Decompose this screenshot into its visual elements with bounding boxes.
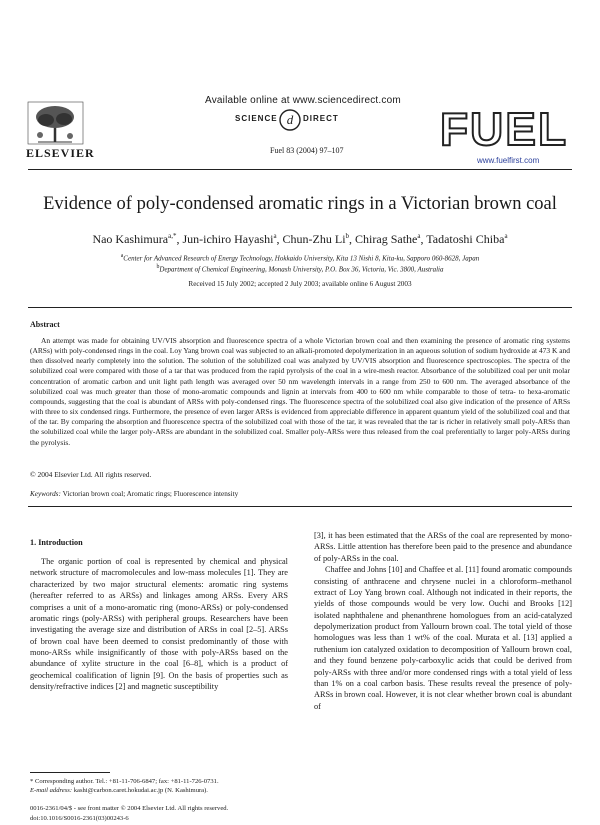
- author-sup: a: [417, 232, 421, 240]
- journal-url[interactable]: www.fuelfirst.com: [477, 156, 540, 165]
- footnote-email-label: E-mail address:: [30, 787, 73, 794]
- article-title: Evidence of poly-condensed aromatic rings in a Victorian brown coal: [43, 194, 557, 214]
- elsevier-tree-logo: [28, 102, 83, 144]
- author-name: Chirag Sathe: [355, 232, 418, 246]
- doi-line[interactable]: doi:10.1016/S0016-2361(03)00243-6: [30, 814, 129, 822]
- author-sup: b: [345, 232, 350, 240]
- header-divider: [28, 169, 572, 170]
- abstract-bottom-divider: [28, 506, 572, 507]
- footnote: [30, 777, 219, 795]
- intro-column-right: [314, 530, 572, 712]
- author-name: Jun-ichiro Hayashi: [182, 232, 274, 246]
- author-sup: a,*: [168, 232, 177, 240]
- author-sup: a: [273, 232, 277, 240]
- sciencedirect-logo-right: DIRECT: [303, 114, 339, 123]
- keywords: [30, 490, 238, 498]
- bottom-info: [30, 804, 228, 823]
- intro-paragraph: [3], it has been estimated that the ARSs of the coal are represented by mono-ARSs. Little attention has therefore been paid to the presence and abundance of poly-ARSs in the coal.: [314, 531, 572, 563]
- affiliation: $^a$Center for Advanced Research of Energy Technology, Hokkaido University, Kita 13 Nishi 8, Kita-ku, Sapporo 060-8628, Japan: [120, 253, 480, 263]
- fuel-journal-logo: [439, 102, 569, 155]
- svg-text:d: d: [286, 112, 294, 127]
- author-name: Nao Kashimura: [92, 232, 169, 246]
- footnote-email[interactable]: kashi@carbon.caret.hokudai.ac.jp (N. Kashimura).: [73, 787, 208, 794]
- author-list: Nao Kashimura$^{a,*}$, Jun-ichiro Hayashi$^a$, Chun-Zhu Li$^b$, Chirag Sathe$^a$, Tadatoshi Chiba$^a$: [92, 232, 508, 246]
- keywords-text: Victorian brown coal; Aromatic rings; Fluorescence intensity: [62, 490, 239, 498]
- abstract-heading: Abstract: [30, 320, 60, 329]
- author-sup: a: [504, 232, 508, 240]
- section-heading: 1. Introduction: [30, 538, 83, 547]
- fuel-logo-text: FUEL: [439, 103, 569, 155]
- intro-column-left: The organic portion of coal is represented by chemical and physical network structure of macromolecules and low-mass molecules [1]. They are characterized by two major structural elements: aromatic ring systems (hereafter referred to as ARSs) and linkages among ARSs. Every ARS comprises a unit of a mono-aromatic ring (mono-ARSs) or poly-condensed aromatic rings (poly-ARSs) with peripheral groups. Researchers have been investigating the average size and distribution of ARSs in coal [2–5]. ARSs of brown coal have been deemed to consist predominantly of those with mono-ARSs while insignificantly of those with poly-ARSs based on the abundance of xylite structure in the coal [6–8], which is a product of geochemical coalification of lignin [9]. On the basis of properties such as density/refractive indices [2] and magnetic susceptibility: [30, 557, 288, 692]
- author-name: Chun-Zhu Li: [282, 232, 346, 246]
- abstract-body: An attempt was made for obtaining UV/VIS absorption and fluorescence spectra of a whole Victorian brown coal and then examining the presence of aromatic ring systems (ARSs) with poly-condensed rings in the coal. Loy Yang brown coal was subjected to an alkali-promoted depolymerization in an aqueous solution of sodium hydroxide at 473 K and then dissolved nearly completely into the solution. The solution of the solubilized coal was analyzed by UV/VIS absorption and fluorescence spectroscopies. The spectra of the solubilized coal were compared with those of a tar that was produced from the rapid pyrolysis of the coal in a wire-mesh reactor. Absorbance of the solubilized coal per unit molar concentration of aromatic carbon and unit light path length was averaged over 50 nm wavelength intervals in a range from 250 to 600 nm. The averaged absorbance of the solubilized coal was much greater than those of mono-aromatic compounds and lignin at intervals from 400 to 600 nm while comparable to those of tetra- to hexa-aromatic compounds, suggesting that the coal is abundant of ARSs with poly-condensed rings. The fluorescence spectra of the solubilized coal also give indication of the presence of ARSs with three to six condensed rings. Furthermore, the presence of even larger ARSs is evidenced from appreciable difference in apparent quantum yield of the solubilized coal and that of the tar. By comparing the absorption and fluorescence spectra of the solubilized coal with those of the tar, it was revealed that the tar is richer in relatively small poly-ARSs than the solubilized coal while the larger poly-ARSs are abundant in the solubilized coal. Smaller poly-ARSs were thus released from the coal preferentially to larger poly-ARSs during the pyrolysis.: [30, 336, 570, 447]
- footnote-marker: *: [30, 778, 34, 785]
- journal-reference: Fuel 83 (2004) 97–107: [270, 146, 344, 155]
- author-name: Tadatoshi Chiba: [426, 232, 505, 246]
- intro-paragraph: Chaffee and Johns [10] and Chaffee et al. [11] found aromatic compounds consisting of anthracene and chrysene nuclei in a chloroform–methanol extract of Loy Yang brown coal. Although not indicated in their reports, the yields of those compounds would be very low. Ouchi and Brooks [12] isolated naphthalene and phenanthrene homologues from an acid-catalyzed depolymerization product from Yallourn brown coal. The total yield of those homologues was less than 1 wt% of the coal. Murata et al. [13] applied a ruthenium ion catalyzed oxidation to decomposition of Yallourn brown coal, and they found benzene poly-carboxylic acids that could be derived from poly-ARSs with three and/or more condensed rings with a total yield of less than 1% on a coal carbon basis. These results reveal the presence of poly-ARSs in brown coal. However, it is not clear whether brown coal is abundant of: [314, 565, 572, 711]
- footnote-corresponding: Corresponding author. Tel.: +81-11-706-6847; fax: +81-11-726-0731.: [34, 778, 219, 785]
- available-online-line: Available online at www.sciencedirect.com: [205, 95, 401, 106]
- footnote-divider: [30, 772, 110, 773]
- abstract-copyright: © 2004 Elsevier Ltd. All rights reserved.: [30, 470, 152, 479]
- sciencedirect-logo-left: SCIENCE: [235, 114, 278, 123]
- issn-line: 0016-2361/04/$ - see front matter © 2004 Elsevier Ltd. All rights reserved.: [30, 805, 229, 812]
- article-dates: Received 15 July 2002; accepted 2 July 2003; available online 6 August 2003: [188, 280, 412, 288]
- abstract-top-divider: [28, 307, 572, 308]
- publisher-name: ELSEVIER: [26, 146, 95, 160]
- sciencedirect-logo[interactable]: [235, 107, 360, 137]
- sciencedirect-at-icon: [279, 107, 301, 133]
- keywords-label: Keywords:: [30, 490, 61, 498]
- affiliation: $^b$Department of Chemical Engineering, Monash University, P.O. Box 36, Victoria, Vic. 3800, Australia: [156, 264, 444, 274]
